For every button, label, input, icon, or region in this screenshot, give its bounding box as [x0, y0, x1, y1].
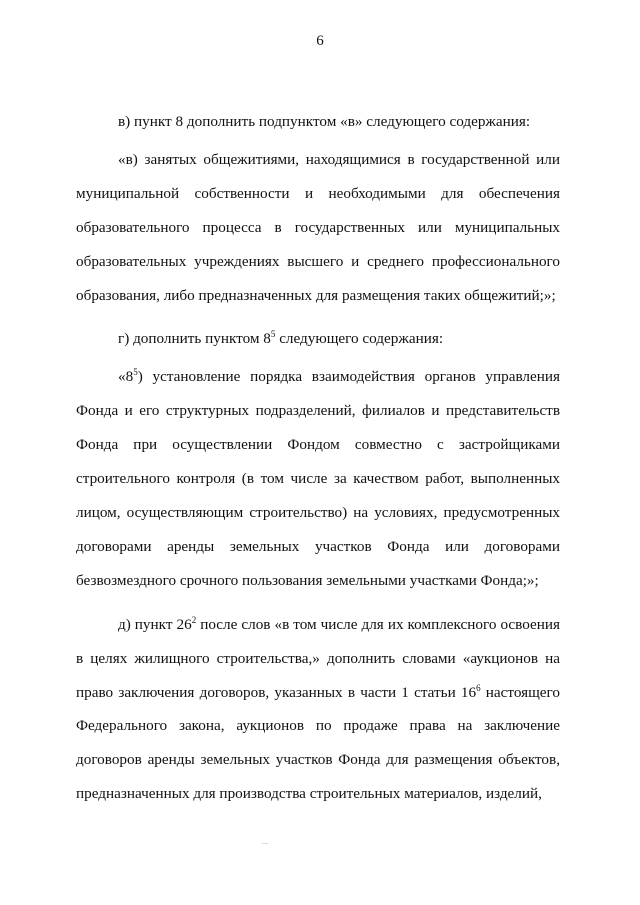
paragraph-item-v-text: в) пункт 8 дополнить подпунктом «в» следующего содержания:: [118, 113, 531, 130]
page-number: 6: [316, 33, 324, 49]
paragraph-item-g: [76, 322, 560, 356]
paragraph-item-g-text-start: г) дополнить пунктом 8: [118, 330, 271, 348]
paragraph-quote-8-5-text-start: «8: [118, 368, 134, 386]
paragraph-item-d-text-a: д) пункт 26: [118, 615, 192, 633]
paragraph-item-v: [76, 105, 560, 139]
paragraph-quote-8-5-text-end: ) установление порядка взаимодействия органов управления Фонда и его структурных подразделений, филиалов и представительств Фонда при осуществлении Фондом совместно с застройщиками строительного контроля (в том числе за качеством работ, выполненных лицом, осуществляющим строительство) на условиях, предусмотренных договорами аренды земельных участков Фонда или договорами безвозмездного срочного пользования земельными участками Фонда;»;: [76, 368, 560, 589]
document-body: [76, 105, 560, 811]
paragraph-quote-v: [76, 143, 560, 313]
paragraph-item-d: [76, 608, 560, 811]
superscript-2: 2: [191, 614, 197, 625]
scan-artifact: [262, 843, 268, 844]
superscript-6: 6: [476, 682, 481, 693]
superscript-5: 5: [133, 367, 138, 378]
paragraph-quote-8-5: [76, 360, 560, 597]
paragraph-item-d-text-c: настоящего Федерального закона, аукционов по продаже права на заключение договоров аренды земельных участков Фонда для размещения объектов, предназначенных для производства строительных материалов, изделий,: [76, 683, 560, 803]
superscript-5: 5: [270, 329, 276, 340]
paragraph-item-g-text-end: следующего содержания:: [275, 330, 444, 348]
paragraph-item-d-text-b: после слов «в том числе для их комплексного освоения в целях жилищного строительства,» дополнить словами «аукционов на право заключения договоров, указанных в части 1 статьи 16: [76, 615, 560, 701]
paragraph-quote-v-text: «в) занятых общежитиями, находящимися в государственной или муниципальной собственности и необходимыми для обеспечения образовательного процесса в государственных или муниципальных образовательных учреждениях высшего и среднего профессионального образования, либо предназначенных для размещения таких общежитий;»;: [76, 150, 560, 304]
